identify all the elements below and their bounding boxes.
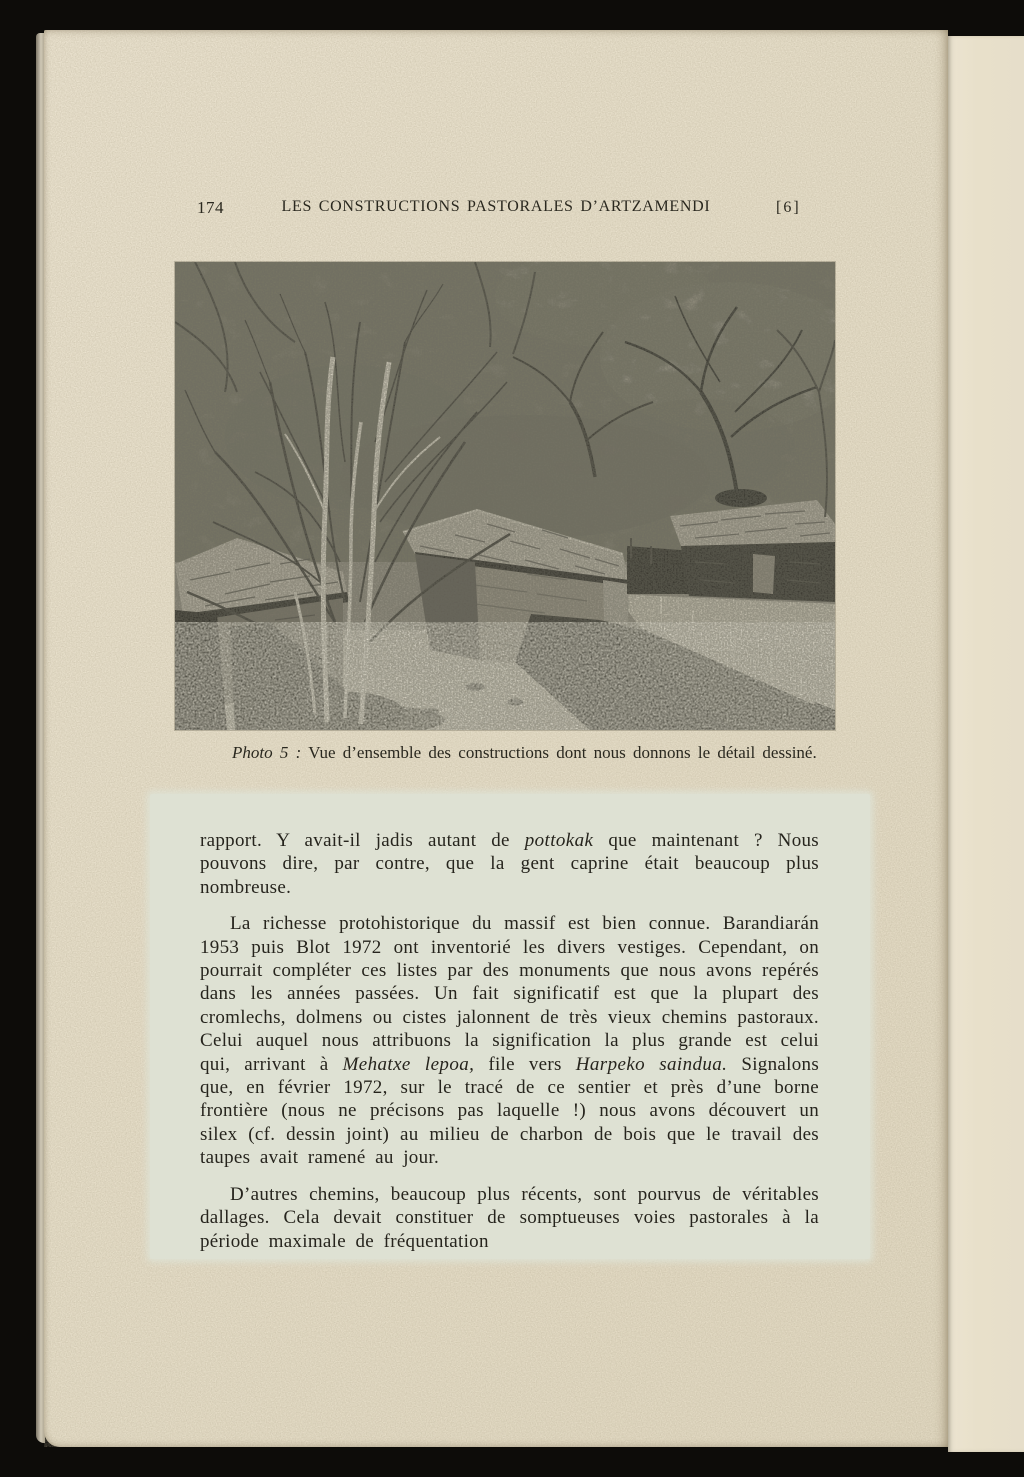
- paragraph-text: D’autres chemins, beaucoup plus récents, sont pourvus de véritables dallages. Cela devait constituer de somptueuses voies pastorales à la période maximale de fréquentation: [200, 1183, 819, 1252]
- paragraph-richesse: [200, 912, 819, 1169]
- body-text: [200, 829, 819, 1253]
- photo-5-image: [175, 262, 835, 730]
- italic-term-harpeko-saindua: Harpeko saindua.: [575, 1053, 728, 1075]
- paragraph-text: La richesse protohistorique du massif est bien connue. Barandiarán 1953 puis Blot 1972 ont inventorié les divers vestiges. Cependant, on pourrait compléter ces listes par des monuments que nous avons repérés dans les années passées. Un fait significatif est que la plupart des cromlechs, dolmens ou cistes jalonnent de très vieux chemins pastoraux. Celui auquel nous attribuons la signification la plus grande est celui qui, arrivant à: [200, 913, 819, 1075]
- section-bracket-ref: [6]: [776, 199, 801, 216]
- paragraph-rapport: [200, 829, 819, 899]
- italic-term-pottokak: pottokak: [524, 830, 594, 851]
- caption-text: Vue d’ensemble des constructions dont nous donnons le détail dessiné.: [301, 743, 817, 762]
- photo-caption: [200, 741, 818, 764]
- photo-grain-overlay: [175, 262, 835, 730]
- paragraph-text: rapport. Y avait-il jadis autant de: [200, 830, 525, 851]
- pastoral-huts-photo: [175, 262, 835, 730]
- italic-term-mehatxe-lepoa: Mehatxe lepoa,: [342, 1053, 475, 1075]
- caption-label: Photo 5 :: [232, 743, 302, 762]
- page-header: [44, 198, 948, 222]
- paragraph-chemins: [200, 1183, 819, 1253]
- paragraph-text: que maintenant ? Nous pouvons dire, par contre, que la gent caprine était beaucoup plus nombreuse.: [200, 830, 819, 898]
- paragraph-text: Signalons que, en février 1972, sur le tracé de ce sentier et près d’une borne frontière (nous ne précisons pas laquelle !) nous avons découvert un silex (cf. dessin joint) au milieu de charbon de bois que le travail des taupes avait ramené au jour.: [200, 1053, 820, 1169]
- page-number: 174: [197, 198, 224, 217]
- adjacent-page-edge: [948, 36, 1024, 1452]
- book-page: [44, 30, 948, 1447]
- paragraph-text: file vers: [474, 1053, 576, 1075]
- running-title: LES CONSTRUCTIONS PASTORALES D’ARTZAMENDI: [281, 198, 711, 215]
